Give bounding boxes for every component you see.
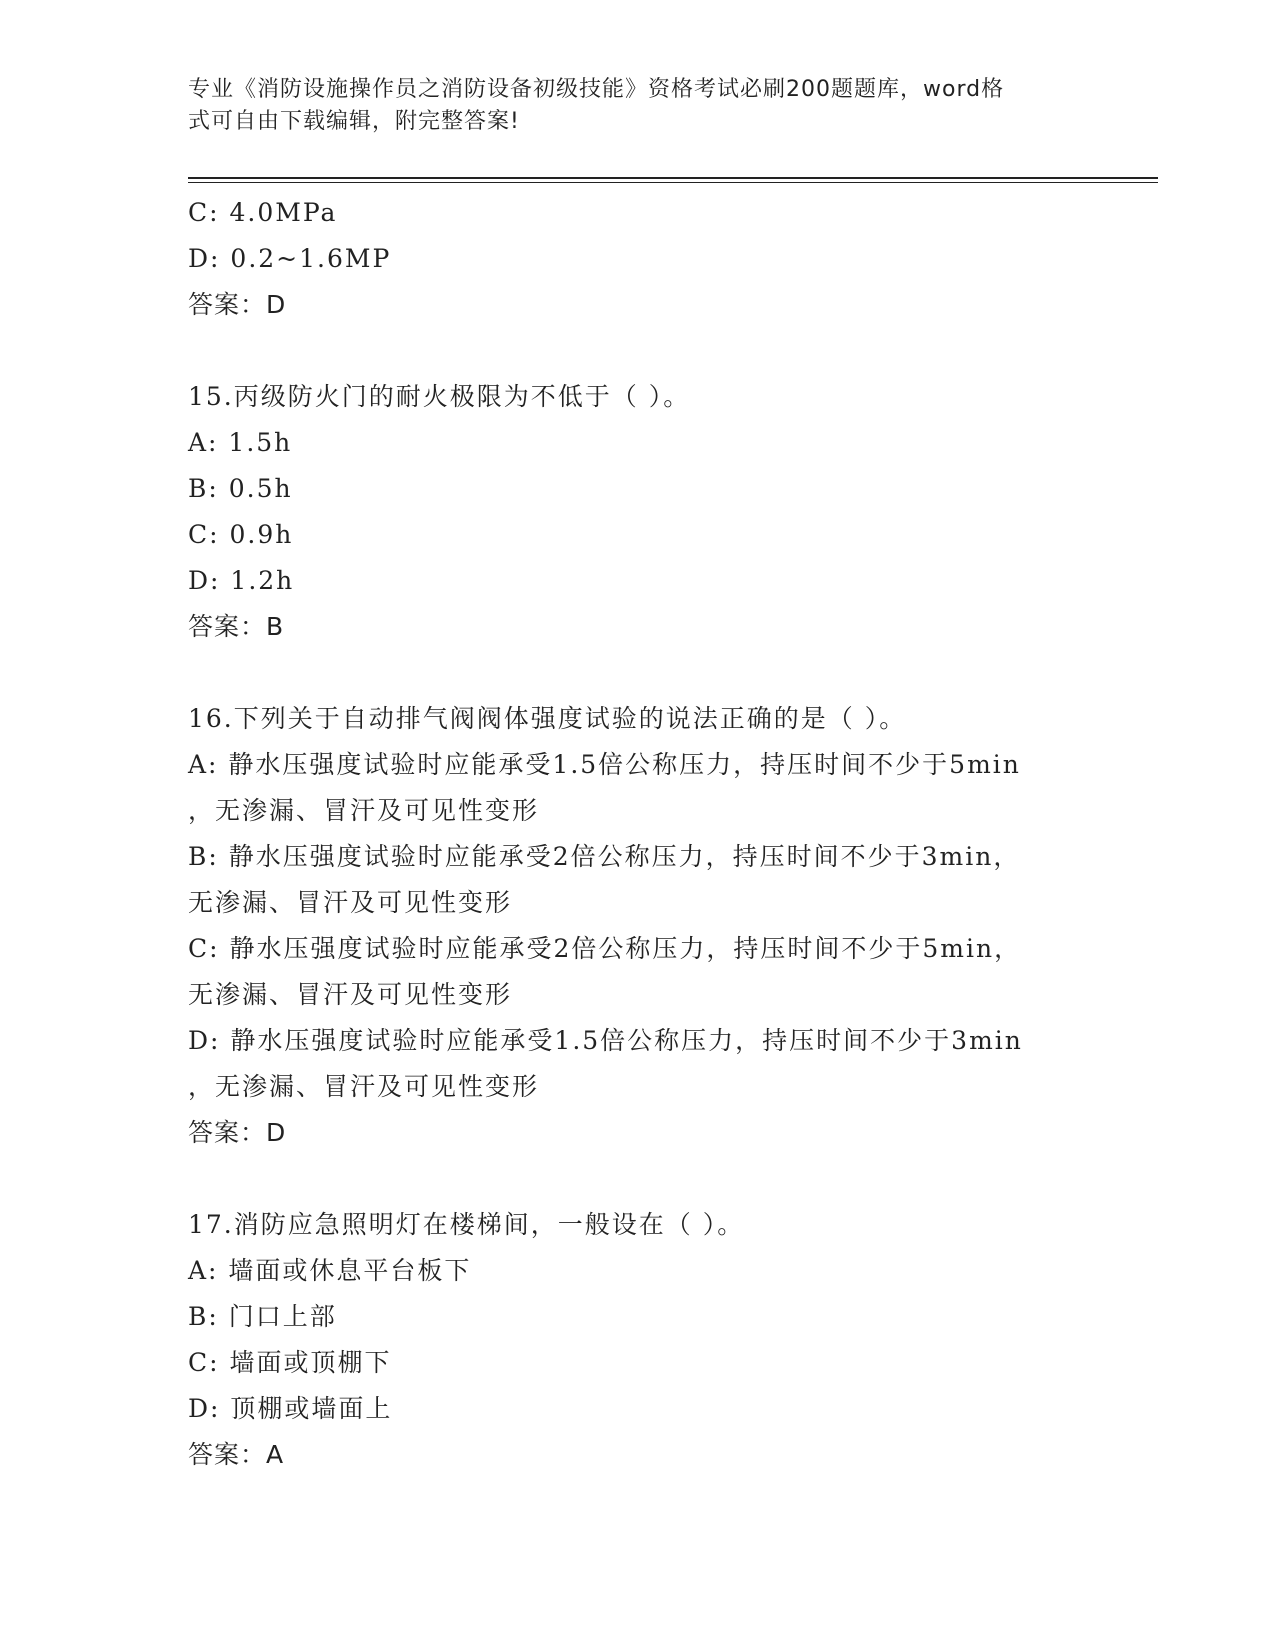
answer-line: 答案：D [188, 1118, 287, 1147]
option-b: B: 门口上部 [188, 1302, 337, 1331]
option-d: D: 0.2~1.6MP [188, 244, 392, 273]
question-stem: 15.丙级防火门的耐火极限为不低于（ ）。 [188, 382, 691, 411]
option-b-continued: 无渗漏、冒汗及可见性变形 [188, 888, 513, 917]
question-stem: 17.消防应急照明灯在楼梯间，一般设在（ ）。 [188, 1210, 745, 1239]
question-block-14 [188, 190, 1088, 328]
option-a: A: 墙面或休息平台板下 [188, 1256, 472, 1285]
option-d: D: 1.2h [188, 566, 295, 595]
option-d: D: 顶棚或墙面上 [188, 1394, 393, 1423]
header-divider-thin [188, 182, 1158, 183]
spacer [188, 650, 1088, 696]
option-d-continued: ，无渗漏、冒汗及可见性变形 [188, 1072, 540, 1101]
option-c: C: 静水压强度试验时应能承受2倍公称压力，持压时间不少于5min， [188, 934, 1022, 963]
spacer [188, 328, 1088, 374]
option-c-continued: 无渗漏、冒汗及可见性变形 [188, 980, 513, 1009]
question-block-15 [188, 374, 1088, 650]
question-block-17 [188, 1202, 1088, 1478]
option-a: A: 1.5h [188, 428, 293, 457]
option-c: C: 墙面或顶棚下 [188, 1348, 392, 1377]
header-title-line-2: 式可自由下载编辑，附完整答案! [188, 109, 520, 134]
option-b: B: 静水压强度试验时应能承受2倍公称压力，持压时间不少于3min， [188, 842, 1021, 871]
question-block-16 [188, 696, 1088, 1156]
option-a: A: 静水压强度试验时应能承受1.5倍公称压力，持压时间不少于5min [188, 750, 1021, 779]
answer-line: 答案：D [188, 290, 287, 319]
answer-line: 答案：A [188, 1440, 285, 1469]
header-title-line-1: 专业《消防设施操作员之消防设备初级技能》资格考试必刷200题题库，word格 [188, 77, 1005, 102]
answer-line: 答案：B [188, 612, 285, 641]
question-stem: 16.下列关于自动排气阀阀体强度试验的说法正确的是（ ）。 [188, 704, 907, 733]
question-content [188, 190, 1088, 1478]
spacer [188, 1156, 1088, 1202]
option-b: B: 0.5h [188, 474, 293, 503]
header-divider-thick [188, 177, 1158, 179]
option-a-continued: ，无渗漏、冒汗及可见性变形 [188, 796, 540, 825]
document-header [188, 74, 1068, 138]
option-d: D: 静水压强度试验时应能承受1.5倍公称压力，持压时间不少于3min [188, 1026, 1023, 1055]
option-c: C: 4.0MPa [188, 198, 338, 227]
option-c: C: 0.9h [188, 520, 294, 549]
